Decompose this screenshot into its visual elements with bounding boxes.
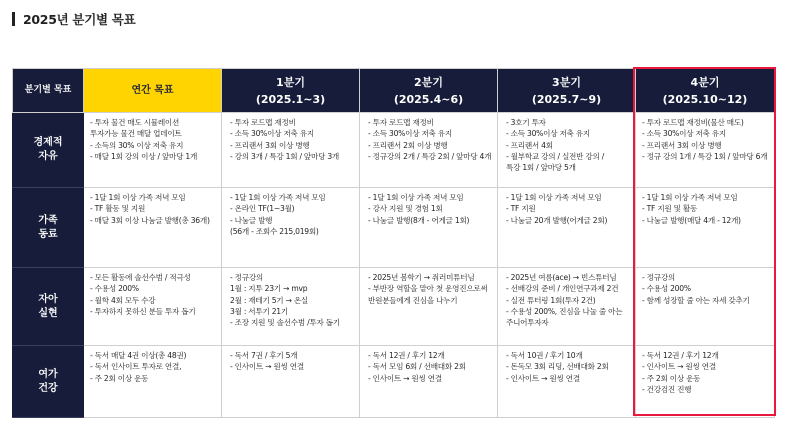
- goal-line: - 정규 강의 1개 / 특강 1회 / 앞마당 6개: [642, 151, 768, 161]
- goal-line: - 돈독모 3회 리딩, 선배대화 2회: [506, 362, 609, 372]
- goal-line: - 나눔글 발행(매달 4개 - 12개): [642, 215, 741, 225]
- goal-line: - 소득 30%이상 저축 유지: [506, 129, 590, 139]
- goal-line: - 월부학교 강의 / 실전반 강의 /: [506, 151, 605, 161]
- quarter-goal-cell-q1: [222, 113, 360, 188]
- goal-line: - 3호기 투자: [506, 118, 546, 127]
- goal-line: - 소득 30%이상 저축 유지: [230, 129, 314, 139]
- goal-line: - 건강검진 진행: [642, 384, 692, 394]
- row-label: [13, 346, 84, 418]
- goal-line: 2월 : 재테기 5기 → 온실: [230, 295, 309, 305]
- quarter-goal-cell-q3: [498, 113, 636, 188]
- goal-line: - 투자 로드맵 재정비: [368, 118, 434, 127]
- quarter-header-q4: [636, 69, 775, 113]
- row-label-line: 자유: [38, 151, 58, 162]
- quarter-goal-cell-q3: [498, 268, 636, 346]
- quarter-period: (2025.7~9): [531, 92, 602, 106]
- annual-goal-cell: [84, 268, 222, 346]
- quarter-header-q1: [222, 69, 360, 113]
- row-label: [13, 113, 84, 188]
- goal-line: 3월 : 서투기 21기: [230, 306, 288, 316]
- goal-line: 주니어투자자: [506, 318, 549, 328]
- annual-goal-header: 연간 목표: [84, 69, 222, 113]
- quarter-goal-cell-q2: [360, 268, 498, 346]
- quarter-goal-cell-q4: [636, 188, 775, 268]
- row-label-line: 가족: [38, 214, 58, 226]
- row-label-line: 동료: [38, 228, 58, 240]
- goal-line: - 1달 1회 이상 가족 저녁 모임: [90, 193, 186, 202]
- goal-line: - 프리랜서 3회 이상 병행: [642, 140, 722, 150]
- quarter-goal-cell-q3: [498, 346, 636, 418]
- goal-line: 특강 1회 / 앞마당 5개: [506, 163, 576, 173]
- goal-line: - 강사 지원 및 경험 1회: [368, 204, 443, 214]
- goal-line: - 독서 모임 6회 / 선배대화 2회: [368, 362, 466, 372]
- goal-line: 반원분들에게 진심을 나누기: [368, 295, 458, 305]
- header-row: [13, 69, 775, 113]
- quarterly-goals-table: [12, 68, 775, 418]
- annual-goal-cell: [84, 113, 222, 188]
- quarter-period: (2025.4~6): [393, 92, 464, 106]
- quarter-header-q2: [360, 69, 498, 113]
- goal-line: - 독서 10권 / 후기 10개: [506, 351, 583, 360]
- quarter-name: 4분기: [690, 75, 720, 89]
- quarter-goal-cell-q2: [360, 113, 498, 188]
- row-label: [13, 188, 84, 268]
- goal-line: - 독서 12권 / 후기 12개: [368, 351, 445, 360]
- goal-line: - 수용성 200%: [642, 284, 691, 294]
- goal-line: - 소득 30%이상 저축 유지: [642, 129, 726, 139]
- goal-line: - 2025년 봄학기 → 줘러미튜터님: [368, 273, 475, 282]
- goal-line: - 수용성 200%, 진심을 나눌 줄 아는: [506, 306, 623, 316]
- goal-line: - 강의 3개 / 특강 1회 / 앞마당 3개: [230, 151, 340, 161]
- row-label-line: 경제적: [33, 137, 63, 148]
- quarter-goal-cell-q1: [222, 188, 360, 268]
- quarter-goal-cell-q3: [498, 188, 636, 268]
- goal-line: - 나눔글 발행(8개 - 어게글 1회): [368, 215, 470, 225]
- quarter-name: 2분기: [414, 75, 443, 89]
- quarter-goal-cell-q4: [636, 346, 775, 418]
- annual-goal-cell: [84, 188, 222, 268]
- quarter-goal-cell-q1: [222, 268, 360, 346]
- goal-line: - 주 2회 이상 운동: [642, 373, 701, 383]
- heading-accent-bar: [12, 12, 15, 26]
- goal-line: - 소득 30%이상 저축 유지: [368, 129, 452, 139]
- goal-line: - 함께 성장할 줄 아는 자세 갖추기: [642, 295, 750, 305]
- quarter-goal-cell-q2: [360, 188, 498, 268]
- goal-line: - 인사이트 → 원씽 연결: [368, 373, 442, 383]
- row-label-line: 여가: [38, 368, 58, 380]
- goal-line: - 1달 1회 이상 가족 저녁 모임: [642, 193, 738, 202]
- goal-line: - 프리랜서 2회 이상 병행: [368, 140, 448, 150]
- goal-line: - 실전 튜터링 1회(투자 2건): [506, 295, 596, 305]
- goal-line: - 나눔글 발행: [230, 215, 273, 225]
- goal-line: - 투자 로드맵 재정비(물산 매도): [642, 118, 744, 127]
- quarter-goal-cell-q2: [360, 346, 498, 418]
- goal-line: - 독서 매달 4권 이상(총 48권): [90, 351, 187, 360]
- goal-line: - 소득의 30% 이상 저축 유지: [90, 140, 184, 150]
- goal-line: - 매달 3회 이상 나눔글 발행(총 36개): [90, 215, 210, 225]
- goal-line: - TF 지원 및 활동: [642, 204, 698, 214]
- goal-line: - 1달 1회 이상 가족 저녁 모임: [368, 193, 464, 202]
- goal-line: - 인사이트 → 원씽 연결: [230, 362, 304, 372]
- quarter-goal-cell-q4: [636, 268, 775, 346]
- goal-line: 투자가능 물건 매달 업데이트: [90, 129, 182, 139]
- goal-line: - 1달 1회 이상 가족 저녁 모임: [230, 193, 326, 202]
- row-label-line: 자아: [38, 293, 58, 305]
- row-label-header: 분기별 목표: [13, 69, 84, 113]
- quarter-period: (2025.1~3): [255, 92, 326, 106]
- quarter-name: 3분기: [552, 75, 581, 89]
- goal-line: - 정규강의: [230, 273, 263, 282]
- goal-line: - 월학 4회 모두 수강: [90, 295, 156, 305]
- goal-line: - TF 활동 및 지원: [90, 204, 146, 214]
- row-label: [13, 268, 84, 346]
- goal-line: - 독서 12권 / 후기 12개: [642, 351, 719, 360]
- goal-line: - 인사이트 → 원씽 연결: [642, 362, 716, 372]
- goal-line: - 정규강의: [642, 273, 675, 282]
- quarter-goal-cell-q4: [636, 113, 775, 188]
- goal-line: - 정규강의 2개 / 특강 2회 / 앞마당 4개: [368, 151, 492, 161]
- goal-row-economic-freedom: [13, 113, 775, 188]
- goal-line: - 수용성 200%: [90, 284, 139, 294]
- goal-line: - 부반장 역할을 맡아 첫 운영진으로써: [368, 284, 488, 294]
- goal-line: - 선배강의 준비 / 개인연구과제 2건: [506, 284, 619, 294]
- goal-line: - 나눔글 20개 발행(어게글 2회): [506, 215, 608, 225]
- goal-line: - 온라인 TF(1~3월): [230, 204, 295, 214]
- goal-line: 1월 : 지투 23기 → mvp: [230, 284, 308, 294]
- goal-line: (56개 - 조회수 215,019회): [230, 226, 319, 236]
- goal-row-leisure-health: [13, 346, 775, 418]
- goal-row-family-colleagues: [13, 188, 775, 268]
- goal-line: - 투자 물건 매도 시뮬레이션: [90, 118, 180, 127]
- page-heading: [12, 10, 135, 28]
- quarter-name: 1분기: [276, 75, 305, 89]
- goal-line: - 프리랜서 4회: [506, 140, 553, 150]
- goal-line: - 조장 지원 및 솔선수범 /투자 돕기: [230, 318, 340, 328]
- page-title: 2025년 분기별 목표: [23, 12, 136, 27]
- goal-line: - 독서 7권 / 후기 5개: [230, 351, 298, 360]
- goal-line: - 투자하지 못하신 분들 투자 돕기: [90, 306, 196, 316]
- goal-line: - 2025년 여름(ace) → 빈스튜터님: [506, 273, 617, 282]
- annual-goal-cell: [84, 346, 222, 418]
- goal-line: - 주 2회 이상 운동: [90, 373, 149, 383]
- quarter-goal-cell-q1: [222, 346, 360, 418]
- goal-line: - TF 지원: [506, 204, 536, 214]
- goal-line: - 투자 로드맵 재정비: [230, 118, 296, 127]
- quarter-period: (2025.10~12): [662, 92, 748, 106]
- goal-line: - 인사이트 → 원씽 연결: [506, 373, 580, 383]
- goal-row-self-realization: [13, 268, 775, 346]
- goal-line: - 매달 1회 강의 이상 / 앞마당 1개: [90, 151, 198, 161]
- goal-line: - 독서 인사이트 투자로 연결,: [90, 362, 182, 372]
- goal-line: - 1달 1회 이상 가족 저녁 모임: [506, 193, 602, 202]
- row-label-line: 건강: [38, 382, 58, 394]
- goal-line: - 프리랜서 3회 이상 병행: [230, 140, 310, 150]
- quarter-header-q3: [498, 69, 636, 113]
- goal-line: - 모든 활동에 솔선수범 / 적극성: [90, 273, 191, 282]
- row-label-line: 실현: [38, 307, 58, 319]
